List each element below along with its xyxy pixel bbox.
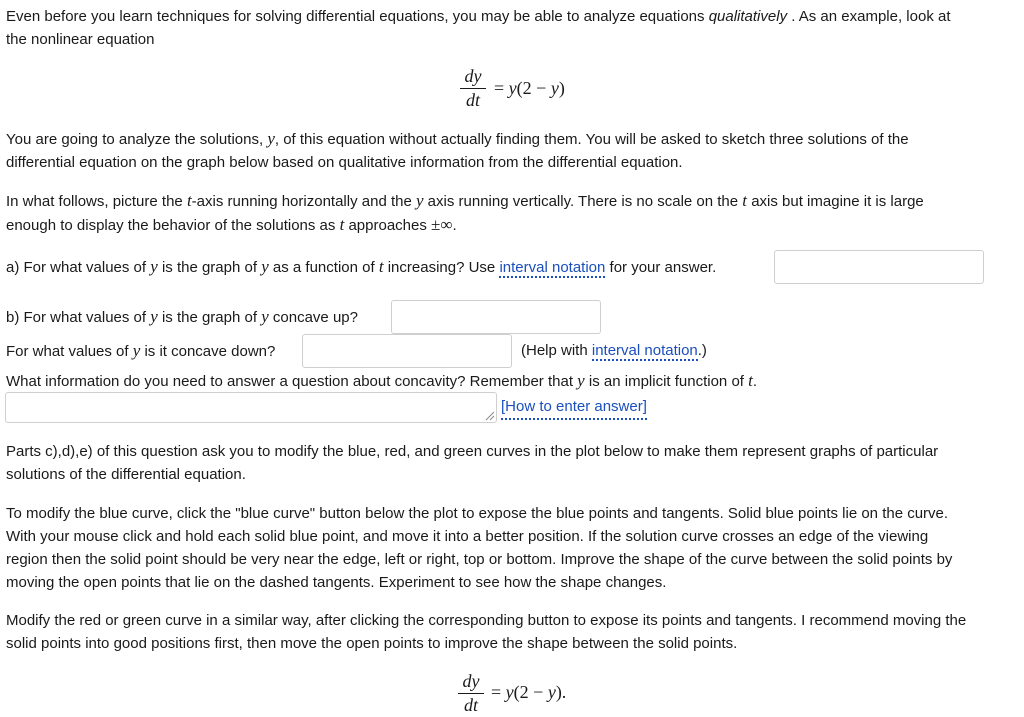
text: In what follows, picture the	[6, 193, 187, 210]
text: region then the solid point should be very near the edge, left or right, top or bottom. Improve the shape of the curve between the solid points by	[6, 551, 953, 568]
text: increasing? Use	[383, 259, 500, 276]
text: With your mouse click and hold each solid blue point, and move it into a better position. If the solution curve crosses an edge of the viewing	[6, 528, 929, 545]
text: .	[452, 217, 457, 234]
text: as a function of	[268, 259, 379, 276]
math-var: y	[547, 682, 556, 702]
text: .)	[697, 342, 707, 359]
intro-text: . As an example, look at	[787, 8, 951, 25]
question-b	[6, 305, 358, 329]
fraction-denominator: dt	[463, 695, 478, 715]
fraction-numerator: dy	[464, 66, 482, 86]
text: Modify the red or green curve in a similar way, after clicking the corresponding button to expose its points and tangents. I recommend moving the	[6, 612, 967, 629]
question-concave-down	[6, 339, 275, 363]
help-interval-notation-link[interactable]: interval notation	[591, 342, 698, 359]
answer-concave-down-input[interactable]	[302, 334, 512, 368]
text: is it concave down?	[140, 343, 276, 360]
answer-concave-up-input[interactable]	[391, 300, 601, 334]
text: enough to display the behavior of the solutions as	[6, 217, 340, 234]
text: for your answer.	[605, 259, 717, 276]
math-var: y	[267, 129, 275, 148]
intro-text: Even before you learn techniques for solving differential equations, you may be able to analyze equations	[6, 8, 709, 25]
text: is the graph of	[157, 259, 262, 276]
question-concavity-info	[6, 369, 757, 393]
intro-paragraph	[6, 5, 951, 51]
text: What information do you need to answer a question about concavity? Remember that	[6, 373, 578, 390]
text: Parts c),d),e) of this question ask you to modify the blue, red, and green curves in the plot below to make them represent graphs of particular	[6, 443, 939, 460]
text: moving the open points that lie on the dashed tangents. Experiment to see how the shape changes.	[6, 574, 667, 591]
math-var: y	[132, 341, 141, 360]
equation-fraction	[458, 64, 488, 111]
intro-text: the nonlinear equation	[6, 31, 155, 48]
text: is an implicit function of	[584, 373, 749, 390]
math-var: t	[748, 371, 753, 390]
text: solid points into good positions first, then move the open points to improve the shape between the solid points.	[6, 635, 738, 652]
fraction-denominator: dt	[465, 90, 480, 110]
math-var: y	[415, 191, 424, 210]
modify-red-green-paragraph	[6, 609, 1024, 655]
help-interval	[521, 339, 707, 362]
math-text: (2 −	[513, 682, 548, 702]
resize-handle-icon[interactable]	[485, 411, 495, 421]
text: For what values of	[6, 343, 133, 360]
math-var: t	[742, 191, 748, 210]
text: , of this equation without actually finding them. You will be asked to sketch three solutions of the	[274, 131, 909, 148]
math-var: y	[261, 307, 269, 326]
equation-fraction	[456, 669, 486, 716]
text: solutions of the differential equation.	[6, 466, 246, 483]
equals-sign: =	[494, 78, 505, 98]
text: .	[752, 373, 758, 390]
math-text: ).	[555, 682, 567, 702]
parts-paragraph	[6, 440, 938, 486]
equation-rhs	[491, 682, 566, 703]
fraction-numerator: dy	[462, 671, 480, 691]
how-to-enter-answer-link[interactable]: [How to enter answer]	[501, 396, 647, 420]
math-var: t	[378, 257, 384, 276]
text: is the graph of	[157, 309, 262, 326]
text: a) For what values of	[6, 259, 151, 276]
analyze-paragraph	[6, 127, 909, 174]
math-text: (2 −	[516, 78, 551, 98]
text: differential equation on the graph below based on qualitative information from the differential equation.	[6, 154, 683, 171]
axes-paragraph	[6, 189, 924, 237]
answer-concavity-textarea[interactable]	[5, 392, 497, 423]
math-var: y	[550, 78, 559, 98]
text: -axis running horizontally and the	[191, 193, 416, 210]
math-var: y	[505, 682, 514, 702]
math-var: y	[577, 371, 585, 390]
answer-increasing-input[interactable]	[774, 250, 984, 284]
text: You are going to analyze the solutions,	[6, 131, 268, 148]
text: approaches	[344, 217, 432, 234]
math-symbol: ±∞	[431, 215, 453, 234]
text: axis running vertically. There is no scale on the	[423, 193, 743, 210]
math-var: y	[150, 307, 158, 326]
text: axis but imagine it is large	[747, 193, 924, 210]
equals-sign: =	[491, 682, 502, 702]
math-var: t	[339, 215, 345, 234]
interval-notation-link[interactable]: interval notation	[499, 259, 606, 276]
text: (Help with	[521, 342, 592, 359]
math-var: y	[508, 78, 517, 98]
math-var: y	[261, 257, 269, 276]
math-var: y	[150, 257, 158, 276]
text: b) For what values of	[6, 309, 151, 326]
text: To modify the blue curve, click the "blue curve" button below the plot to expose the blue points and tangents. Solid blue points lie on the curve.	[6, 505, 949, 522]
question-a	[6, 255, 716, 279]
equation-rhs	[494, 78, 565, 99]
intro-emphasis: qualitatively	[708, 8, 788, 25]
math-text: )	[558, 78, 565, 98]
text: concave up?	[268, 309, 358, 326]
modify-blue-paragraph	[6, 502, 952, 594]
math-var: t	[186, 191, 192, 210]
